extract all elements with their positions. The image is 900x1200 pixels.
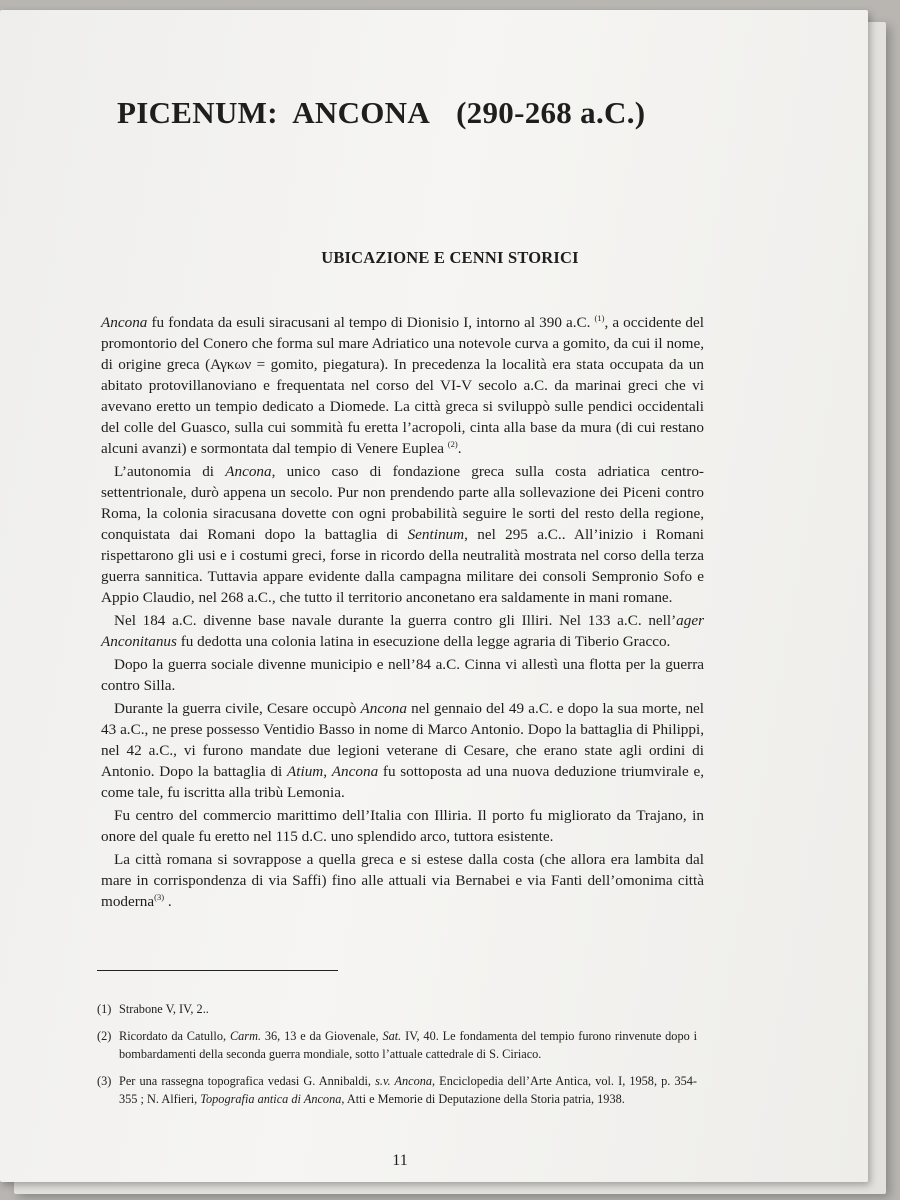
italic-text: Topografia antica di Ancona: [200, 1092, 342, 1106]
footnote-text: [119, 1027, 697, 1063]
italic-text: Atium: [286, 763, 324, 780]
italic-text: Sat.: [382, 1029, 402, 1043]
italic-text: Carm.: [229, 1029, 262, 1043]
text-run: Nel 184 a.C. divenne base navale durante la guerra contro gli Illiri. Nel 133 a.C. nell’: [114, 612, 677, 629]
text-run: 36, 13 e da Giovenale,: [261, 1029, 383, 1043]
text-run: , nel 295 a.C.. All’inizio i Romani rispettarono gli usi e i costumi greci, forse in ricordo della neutralità mostrata nel corso della terza guerra sannitica. Tuttavia appare evidente dalla campagna militare dei consoli Sempronio Sofo e Appio Claudio, nel 268 a.C., che tutto il territorio anconetano era saldamente in mani romane.: [101, 526, 705, 606]
paragraph: [101, 654, 704, 696]
text-run: Dopo la guerra sociale divenne municipio e nell’84 a.C. Cinna vi allestì una flotta per la guerra contro Silla.: [101, 656, 704, 694]
text-run: Strabone V, IV, 2..: [119, 1002, 209, 1016]
italic-text: Ancona: [101, 314, 148, 331]
text-run: Ricordato da Catullo,: [119, 1029, 230, 1043]
paragraph: [101, 698, 704, 803]
section-heading: UBICAZIONE E CENNI STORICI: [321, 248, 579, 267]
footnote-reference: (2): [447, 439, 458, 449]
italic-text: s.v. Ancona: [375, 1074, 433, 1088]
footnotes: [97, 1000, 697, 1117]
text-run: Fu centro del commercio marittimo dell’Italia con Illiria. Il porto fu migliorato da Trajano, in onore del quale fu eretto nel 115 d.C. uno splendido arco, tuttora esistente.: [101, 807, 704, 845]
italic-text: Ancona: [331, 763, 379, 780]
text-run: fu dedotta una colonia latina in esecuzione della legge agraria di Tiberio Gracco.: [176, 633, 671, 650]
footnote-number: (3): [97, 1074, 112, 1088]
footnote-separator: [97, 970, 338, 971]
text-run: La città romana si sovrappose a quella greca e si estese dalla costa (che allora era lambita dal mare in corrispondenza di via Saffi) fino alle attuali via Bernabei e via Fanti dell’omonima città moderna: [101, 851, 704, 910]
text-run: ,: [323, 763, 332, 780]
italic-text: Ancona: [360, 700, 407, 717]
footnote-reference: (3): [154, 892, 165, 902]
footnote-reference: (1): [594, 313, 605, 323]
footnote-number: (2): [97, 1029, 112, 1043]
footnote: [97, 1027, 697, 1063]
paragraph: [101, 805, 704, 847]
body-text: [101, 312, 704, 914]
paragraph: [101, 312, 704, 459]
paragraph: [101, 461, 704, 608]
text-run: , Enciclopedia dell’Arte Antica, vol. I, 1958, p. 354-355 ; N. Alfieri,: [119, 1074, 697, 1106]
text-run: IV, 40. Le fondamenta del tempio furono rinvenute dopo i bombardamenti della seconda guerra mondiale, sotto l’attuale cattedrale di S. Ciriaco.: [119, 1029, 698, 1061]
text-run: , Atti e Memorie di Deputazione della Storia patria, 1938.: [341, 1092, 625, 1106]
paragraph: [101, 610, 704, 652]
title-dates: (290-268 a.C.): [456, 95, 646, 130]
text-run: .: [457, 440, 462, 457]
paragraph: [101, 849, 704, 912]
italic-text: Sentinum: [407, 526, 465, 543]
title-main: PICENUM: ANCONA: [117, 95, 431, 130]
text-run: , a occidente del promontorio del Conero che forma sul mare Adriatico una notevole curva a gomito, da cui il nome, di origine greca (Αγκων = gomito, piegatura). In precedenza la località era stata occupata da un abitato protovillanoviano e frequentata nel corso del VI-V secolo a.C. da marinai greci che vi avevano eretto un tempio dedicato a Diomede. La città greca si sviluppò sulle pendici occidentali del colle del Guasco, sulla cui sommità fu eretta l’acropoli, cinta alla base da mura (di cui restano alcuni avanzi) e sormontata dal tempio di Venere Euplea: [101, 314, 704, 457]
text-run: L’autonomia di: [114, 463, 226, 480]
footnote-number: (1): [97, 1002, 112, 1016]
footnote: [97, 1072, 697, 1108]
footnote: [97, 1000, 697, 1018]
text-run: Durante la guerra civile, Cesare occupò: [114, 700, 361, 717]
footnote-text: [119, 1000, 697, 1018]
text-run: Per una rassegna topografica vedasi G. Annibaldi,: [119, 1074, 376, 1088]
text-run: fu sottoposta ad una nuova deduzione triumvirale e, come tale, fu iscritta alla tribù Lemonia.: [101, 763, 704, 801]
text-run: , unico caso di fondazione greca sulla costa adriatica centro-settentrionale, durò appena un secolo. Pur non prendendo parte alla sollevazione dei Piceni contro Roma, la colonia siracusana dovette con ogni probabilità seguire le sorti del resto della regione, conquistata dai Romani dopo la battaglia di: [101, 463, 704, 543]
text-run: fu fondata da esuli siracusani al tempo di Dionisio I, intorno al 390 a.C.: [147, 314, 595, 331]
text-run: .: [164, 893, 172, 910]
page-title: [117, 95, 817, 131]
footnote-text: [119, 1072, 697, 1108]
text-run: nel gennaio del 49 a.C. e dopo la sua morte, nel 43 a.C., ne prese possesso Ventidio Basso in nome di Marco Antonio. Dopo la battaglia di Philippi, nel 42 a.C., vi furono mandate due legioni veterane di Cesare, che erano state agli ordini di Antonio. Dopo la battaglia di: [101, 700, 704, 780]
page-number: 11: [392, 1152, 408, 1169]
italic-text: Ancona: [225, 463, 272, 480]
italic-text: ager Anconitanus: [101, 612, 704, 650]
